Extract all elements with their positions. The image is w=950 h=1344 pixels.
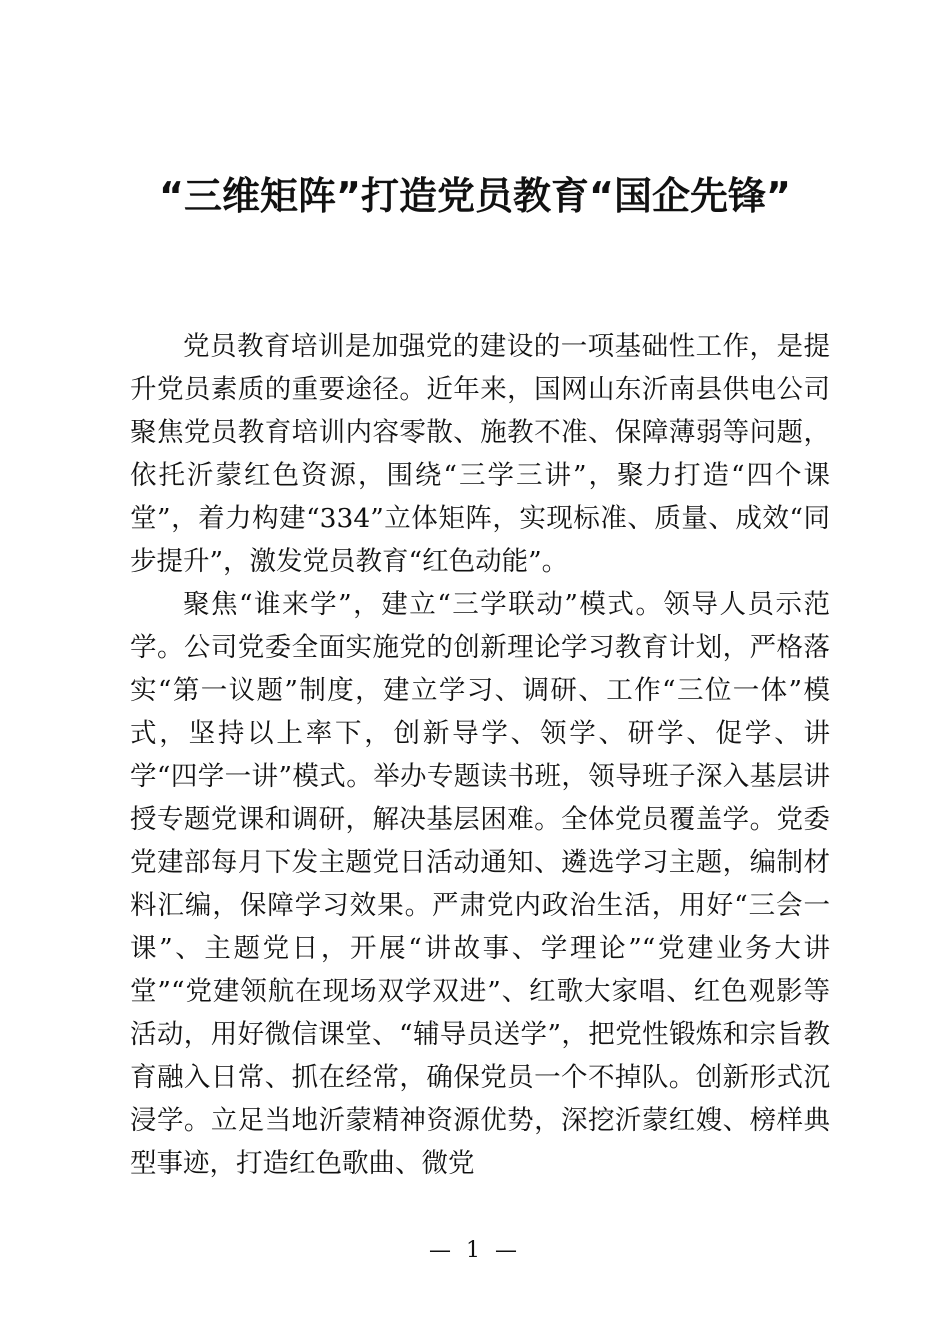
document-body xyxy=(130,325,830,1185)
document-title: “三维矩阵”打造党员教育“国企先锋” xyxy=(159,174,791,218)
page-number: — 1 — xyxy=(429,1238,521,1263)
paragraph-who-learns: 聚焦“谁来学”，建立“三学联动”模式。领导人员示范学。公司党委全面实施党的创新理论学习教育计划，严格落实“第一议题”制度，建立学习、调研、工作“三位一体”模式，坚持以上率下，创新导学、领学、研学、促学、讲学“四学一讲”模式。举办专题读书班，领导班子深入基层讲授专题党课和调研，解决基层困难。全体党员覆盖学。党委党建部每月下发主题党日活动通知、遴选学习主题，编制材料汇编，保障学习效果。严肃党内政治生活，用好“三会一课”、主题党日，开展“讲故事、学理论”“党建业务大讲堂”“党建领航在现场双学双进”、红歌大家唱、红色观影等活动，用好微信课堂、“辅导员送学”，把党性锻炼和宗旨教育融入日常、抓在经常，确保党员一个不掉队。创新形式沉浸学。立足当地沂蒙精神资源优势，深挖沂蒙红嫂、榜样典型事迹，打造红色歌曲、微党 xyxy=(130,589,830,1179)
paragraph-intro: 党员教育培训是加强党的建设的一项基础性工作，是提升党员素质的重要途径。近年来，国网山东沂南县供电公司聚焦党员教育培训内容零散、施教不准、保障薄弱等问题，依托沂蒙红色资源，围绕“三学三讲”，聚力打造“四个课堂”，着力构建“334”立体矩阵，实现标准、质量、成效“同步提升”，激发党员教育“红色动能”。 xyxy=(130,331,830,577)
